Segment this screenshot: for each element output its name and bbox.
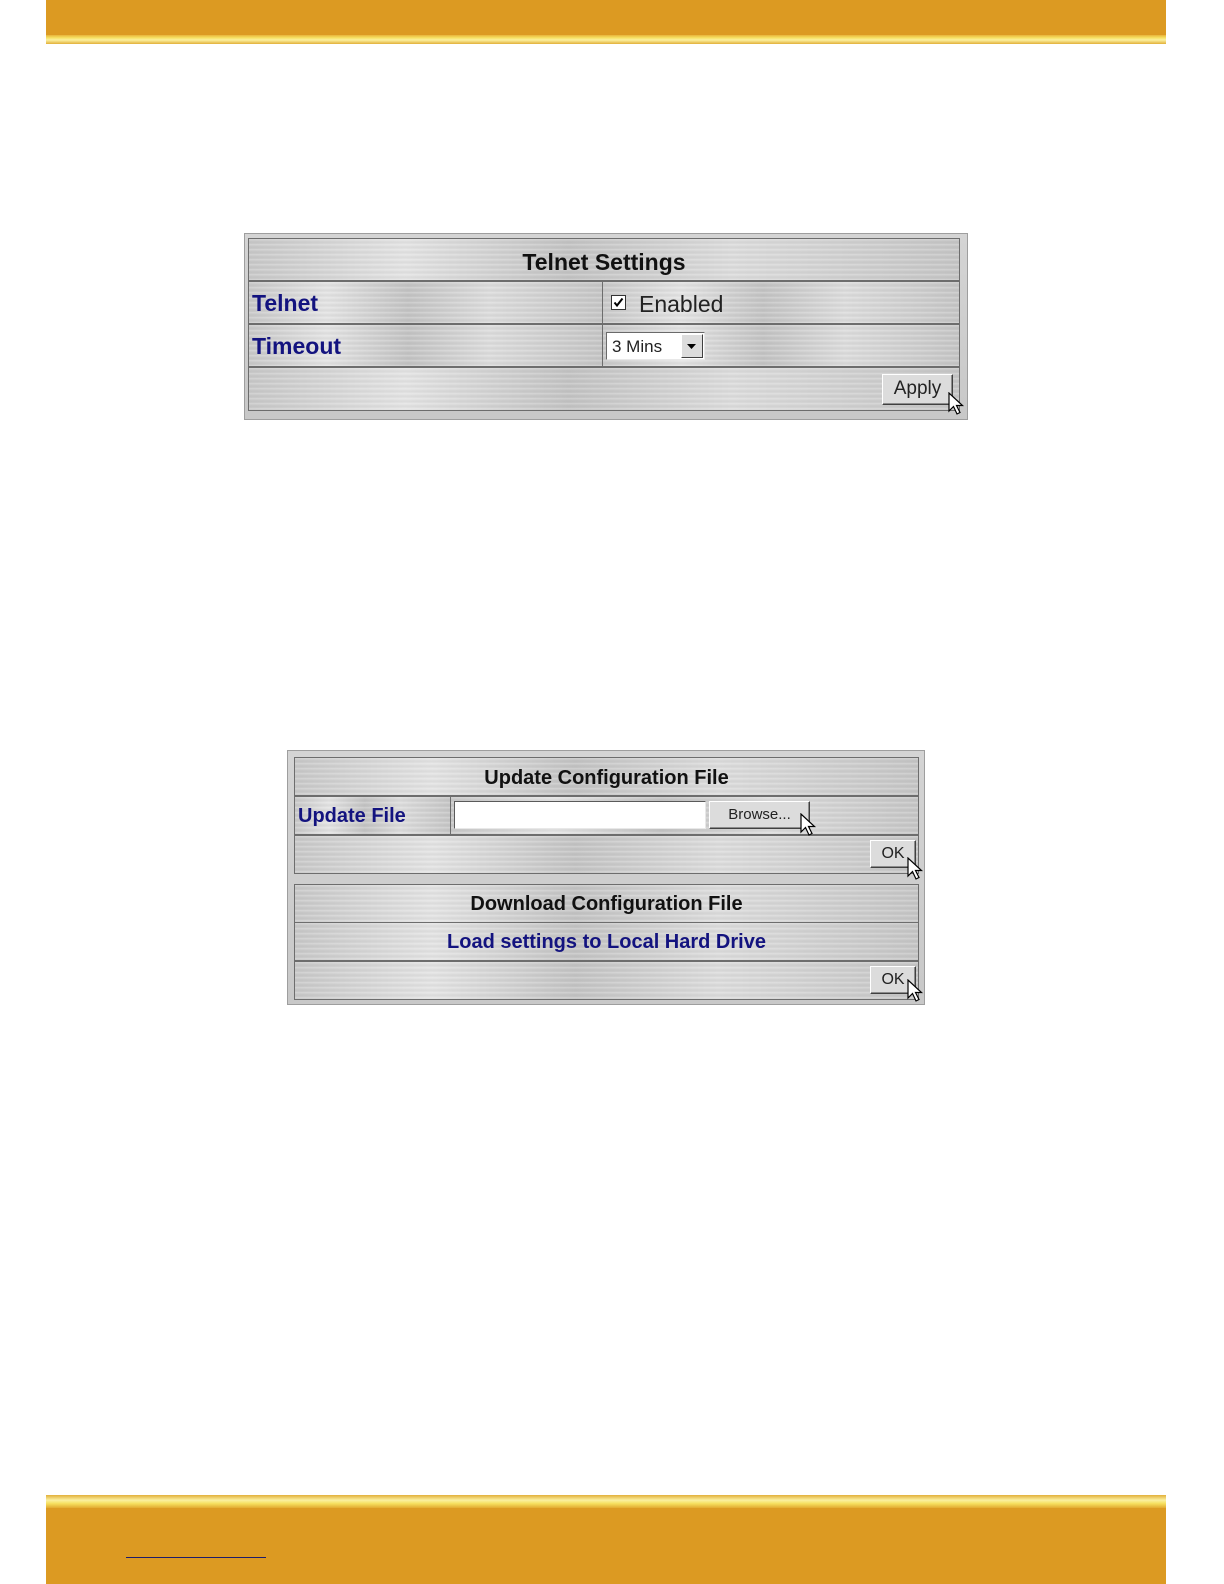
telnet-label-cell xyxy=(248,281,603,324)
telnet-settings-header xyxy=(248,238,960,281)
update-ok-button[interactable]: OK xyxy=(870,840,916,868)
footer-link-underline xyxy=(126,1557,266,1558)
apply-button[interactable]: Apply xyxy=(882,374,953,405)
mouse-cursor-icon xyxy=(907,979,925,1005)
footer-band xyxy=(46,1508,1166,1584)
dropdown-arrow-button[interactable] xyxy=(681,334,703,358)
mouse-cursor-icon xyxy=(948,392,966,418)
timeout-value-cell xyxy=(602,324,960,367)
timeout-label-cell xyxy=(248,324,603,367)
download-config-header xyxy=(294,884,919,923)
telnet-label: Telnet xyxy=(252,290,319,316)
timeout-label: Timeout xyxy=(252,333,342,359)
download-config-title: Download Configuration File xyxy=(470,893,743,915)
configuration-file-panel xyxy=(287,750,925,1005)
footer-stripe xyxy=(46,1495,1166,1508)
timeout-select-value: 3 Mins xyxy=(612,337,663,356)
update-file-label-cell xyxy=(294,796,451,835)
mouse-cursor-icon xyxy=(800,813,818,839)
checkbox-checked-icon xyxy=(612,296,625,309)
telnet-apply-row xyxy=(248,367,960,411)
update-file-label: Update File xyxy=(298,805,406,827)
download-settings-text: Load settings to Local Hard Drive xyxy=(447,931,766,953)
telnet-enabled-label: Enabled xyxy=(639,291,724,317)
download-ok-row xyxy=(294,961,919,1000)
telnet-settings-title: Telnet Settings xyxy=(522,249,686,275)
update-file-input[interactable] xyxy=(454,801,706,829)
telnet-value-cell xyxy=(602,281,960,324)
browse-button[interactable]: Browse... xyxy=(709,801,810,829)
dropdown-arrow-icon xyxy=(682,335,702,357)
download-ok-button[interactable]: OK xyxy=(870,966,916,994)
update-config-header xyxy=(294,757,919,796)
update-file-value-cell xyxy=(450,796,919,835)
download-text-row xyxy=(294,922,919,961)
timeout-select[interactable] xyxy=(606,332,705,360)
header-band xyxy=(46,0,1166,35)
update-ok-row xyxy=(294,835,919,874)
telnet-settings-panel xyxy=(244,233,968,420)
telnet-enabled-checkbox[interactable] xyxy=(611,295,626,310)
mouse-cursor-icon xyxy=(907,857,925,883)
update-config-title: Update Configuration File xyxy=(484,767,729,789)
header-stripe xyxy=(46,35,1166,44)
